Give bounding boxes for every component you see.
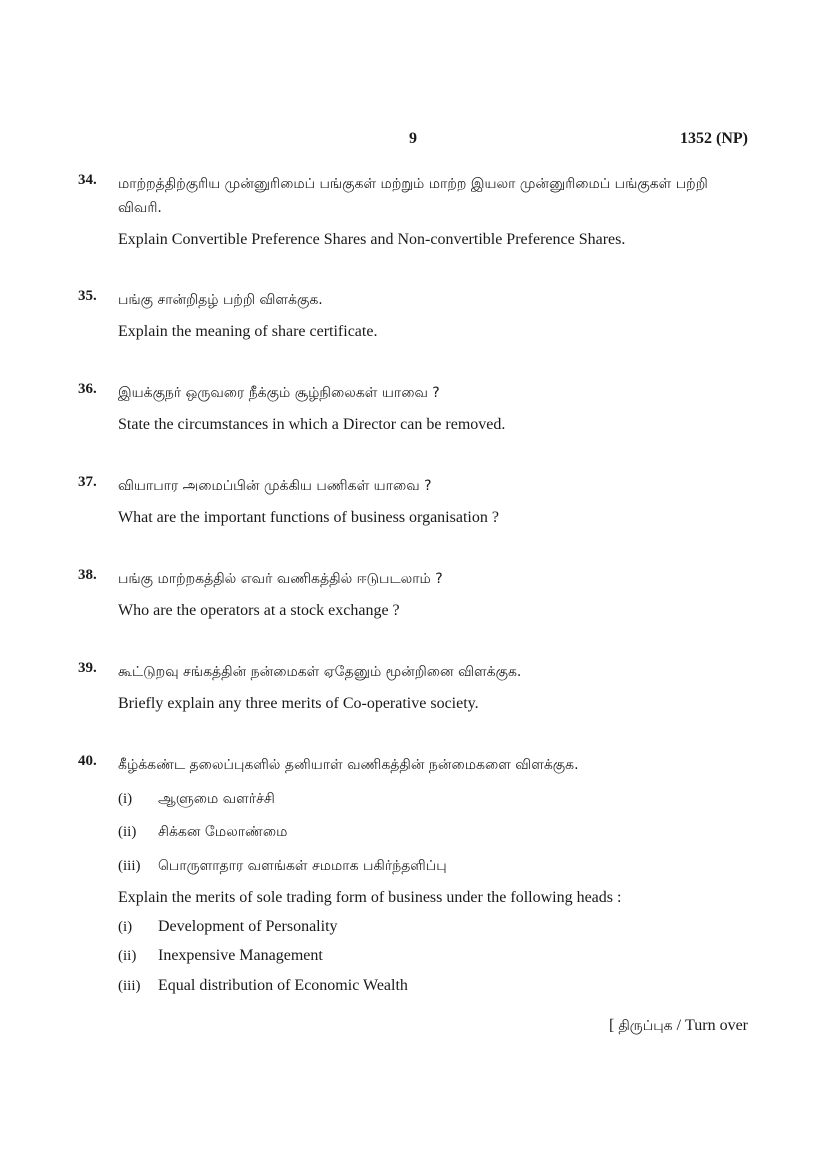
question-english: State the circumstances in which a Director can be removed.	[118, 416, 506, 433]
sub-item-marker: (i)	[118, 791, 133, 807]
sub-item-marker: (ii)	[118, 948, 137, 964]
question-38	[78, 567, 748, 623]
english-sub-item	[118, 915, 748, 939]
question-number: 38.	[78, 567, 97, 583]
question-36	[78, 381, 748, 437]
question-tamil: இயக்குநர் ஒருவரை நீக்கும் சூழ்நிலைகள் யாவை ?	[118, 385, 440, 401]
question-english: Briefly explain any three merits of Co-operative society.	[118, 695, 479, 712]
footer-english: Turn over	[685, 1017, 748, 1034]
sub-item-label: Development of Personality	[158, 918, 338, 935]
paper-code: 1352 (NP)	[680, 130, 748, 147]
sub-item-marker: (iii)	[118, 858, 141, 874]
question-number: 36.	[78, 381, 97, 397]
question-35	[78, 288, 748, 344]
question-tamil: வியாபார அமைப்பின் முக்கிய பணிகள் யாவை ?	[118, 478, 432, 494]
question-english: Explain the merits of sole trading form of business under the following heads :	[118, 889, 622, 906]
question-english: Who are the operators at a stock exchange ?	[118, 602, 400, 619]
question-34	[78, 172, 748, 252]
footer-bracket: [	[609, 1017, 615, 1034]
footer-separator: /	[676, 1017, 682, 1034]
footer-tamil: திருப்புக	[618, 1018, 673, 1034]
sub-item-marker: (i)	[118, 919, 133, 935]
sub-item-marker: (iii)	[118, 978, 141, 994]
question-tamil: கீழ்க்கண்ட தலைப்புகளில் தனியாள் வணிகத்தின் நன்மைகளை விளக்குக.	[118, 757, 579, 773]
question-tamil: பங்கு சான்றிதழ் பற்றி விளக்குக.	[118, 292, 323, 308]
question-number: 39.	[78, 660, 97, 676]
question-english: Explain the meaning of share certificate.	[118, 323, 378, 340]
question-tamil: கூட்டுறவு சங்கத்தின் நன்மைகள் ஏதேனும் மூன்றினை விளக்குக.	[118, 664, 522, 680]
sub-item-label: Inexpensive Management	[158, 947, 323, 964]
question-english: What are the important functions of business organisation ?	[118, 509, 499, 526]
question-37	[78, 474, 748, 530]
sub-item-label: சிக்கன மேலாண்மை	[158, 824, 288, 840]
tamil-sub-item	[118, 787, 748, 811]
english-sub-item	[118, 944, 748, 968]
page-number: 9	[409, 130, 417, 147]
english-sub-item	[118, 974, 748, 998]
question-english: Explain Convertible Preference Shares and Non-convertible Preference Shares.	[118, 231, 626, 248]
sub-item-label: Equal distribution of Economic Wealth	[158, 977, 408, 994]
question-number: 34.	[78, 172, 97, 188]
question-39	[78, 660, 748, 716]
turn-over-note	[609, 1017, 748, 1036]
question-number: 37.	[78, 474, 97, 490]
question-tamil: பங்கு மாற்றகத்தில் எவர் வணிகத்தில் ஈடுபடலாம் ?	[118, 571, 443, 587]
sub-item-marker: (ii)	[118, 824, 137, 840]
tamil-sub-item	[118, 854, 748, 878]
sub-item-label: ஆளுமை வளர்ச்சி	[158, 791, 275, 807]
question-40	[78, 753, 748, 998]
tamil-sub-item	[118, 820, 748, 844]
sub-item-label: பொருளாதார வளங்கள் சமமாக பகிர்ந்தளிப்பு	[158, 858, 447, 874]
question-number: 40.	[78, 753, 97, 769]
question-tamil: மாற்றத்திற்குரிய முன்னுரிமைப் பங்குகள் மற்றும் மாற்ற இயலா முன்னுரிமைப் பங்குகள் பற்றி விவரி.	[118, 176, 708, 216]
question-number: 35.	[78, 288, 97, 304]
